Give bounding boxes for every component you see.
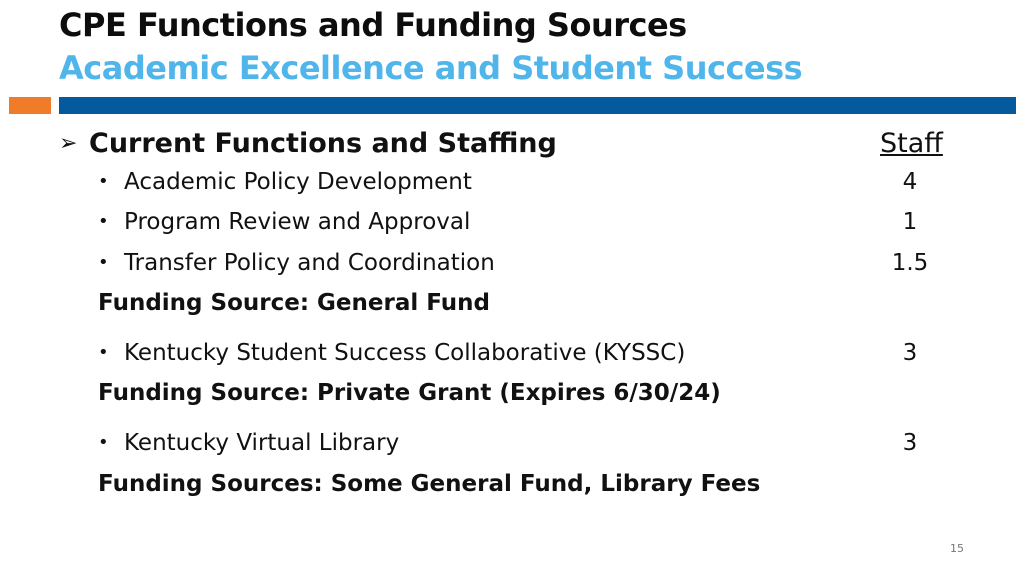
section-heading xyxy=(59,128,557,159)
arrow-bullet-icon: ➢ xyxy=(59,131,78,156)
function-label: Academic Policy Development xyxy=(124,169,472,195)
bullet-icon: • xyxy=(98,432,109,453)
function-label: Kentucky Virtual Library xyxy=(124,430,400,456)
slide-title: CPE Functions and Funding Sources xyxy=(59,6,687,44)
slide-subtitle: Academic Excellence and Student Success xyxy=(59,49,803,87)
bullet-icon: • xyxy=(98,252,109,273)
funding-source-line: Funding Source: Private Grant (Expires 6/30/24) xyxy=(98,380,721,406)
staff-count: 3 xyxy=(902,430,918,456)
section-heading-label: Current Functions and Staffing xyxy=(89,128,557,159)
funding-source-line: Funding Source: General Fund xyxy=(98,290,491,316)
bullet-icon: • xyxy=(98,342,109,363)
staff-count: 4 xyxy=(902,169,918,195)
function-label: Transfer Policy and Coordination xyxy=(124,250,495,276)
staff-count: 1.5 xyxy=(891,250,929,276)
bullet-icon: • xyxy=(98,211,109,232)
list-item xyxy=(98,430,938,456)
slide-number: 15 xyxy=(950,542,964,555)
function-label: Program Review and Approval xyxy=(124,209,471,235)
accent-bar-orange xyxy=(9,97,51,114)
list-item xyxy=(98,250,938,276)
bullet-icon: • xyxy=(98,171,109,192)
staff-count: 1 xyxy=(902,209,918,235)
list-item xyxy=(98,340,938,366)
list-item xyxy=(98,169,938,195)
staff-column-header: Staff xyxy=(880,128,943,159)
staff-count: 3 xyxy=(902,340,918,366)
accent-bar-blue xyxy=(59,97,1016,114)
function-label: Kentucky Student Success Collaborative (KYSSC) xyxy=(124,340,686,366)
list-item xyxy=(98,209,938,235)
funding-source-line: Funding Sources: Some General Fund, Library Fees xyxy=(98,471,761,497)
